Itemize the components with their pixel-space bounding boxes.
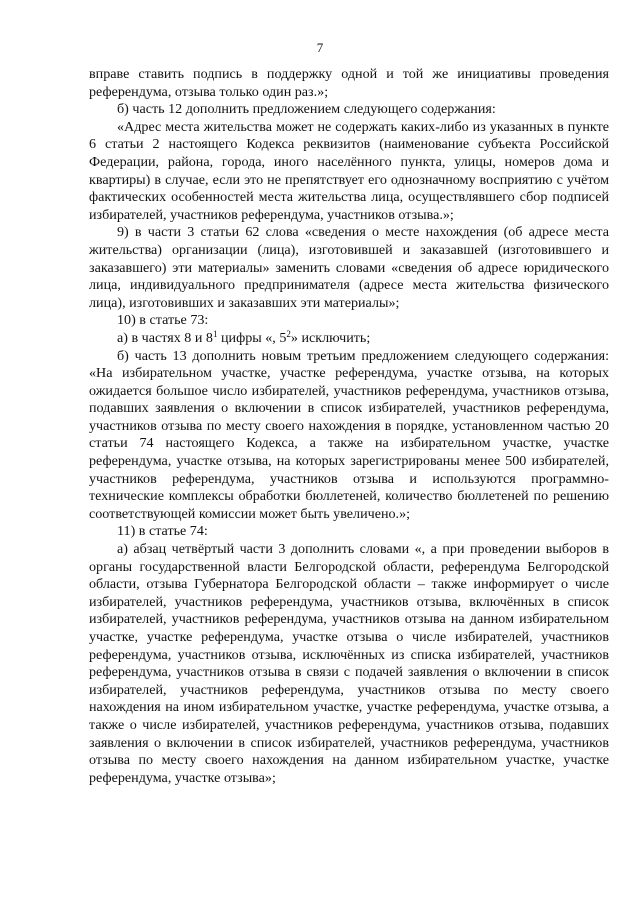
document-body bbox=[89, 66, 609, 787]
paragraph: 9) в части 3 статьи 62 слова «сведения о месте нахождения (об адресе места жительства) организации (лица), изготовившей и заказавшей (изготовившего и заказавшего) эти материалы» заменить словами «сведения об адресе юридического лица, индивидуального предпринимателя (адресе места жительства физического лица), изготовивших и заказавших эти материалы»; bbox=[89, 224, 609, 311]
paragraph: «Адрес места жительства может не содержать каких-либо из указанных в пункте 6 статьи 2 настоящего Кодекса реквизитов (наименование субъекта Российской Федерации, района, города, иного населённого пункта, улицы, номеров дома и квартиры) в случае, если это не препятствует его однозначному восприятию с учётом фактических особенностей места жительства лица, осуществлявшего сбор подписей избирателей, участников референдума, участников отзыва.»; bbox=[89, 118, 609, 223]
paragraph: вправе ставить подпись в поддержку одной и той же инициативы проведения референдума, отзыва только один раз.»; bbox=[89, 66, 609, 100]
text-run: цифры «, 5 bbox=[217, 329, 287, 346]
text-run: а) в частях 8 и 8 bbox=[117, 329, 213, 346]
paragraph: а) абзац четвёртый части 3 дополнить словами «, а при проведении выборов в органы государственной власти Белгородской области, референдума Белгородской области, отзыва Губернатора Белгородской области – также информирует о числе избирателей, участников референдума, участников отзыва, включённых в список избирателей, участников референдума, участников отзыва на данном избирательном участке, участке референдума, участке отзыва о числе избирателей, участников референдума, участников отзыва, исключённых из списка избирателей, участников референдума, участников отзыва в связи с подачей заявления о включении в список избирателей, участников референдума, участников отзыва по месту своего нахождения на ином избирательном участке, участке референдума, участке отзыва, а также о числе избирателей, участников референдума, участников отзыва, подавших заявления о включении в список избирателей, участников референдума, участников отзыва по месту своего нахождения на данном избирательном участке, участке референдума, участке отзыва»; bbox=[89, 541, 609, 786]
paragraph-item-a-article-73 bbox=[89, 330, 609, 348]
page-number: 7 bbox=[316, 40, 324, 55]
paragraph: б) часть 12 дополнить предложением следующего содержания: bbox=[117, 101, 496, 118]
superscript: 1 bbox=[212, 328, 218, 339]
paragraph: 11) в статье 74: bbox=[117, 523, 208, 540]
paragraph: 10) в статье 73: bbox=[117, 312, 209, 329]
superscript: 2 bbox=[286, 328, 291, 339]
paragraph: б) часть 13 дополнить новым третьим предложением следующего содержания: «На избирательном участке, участке референдума, участке отзыва, на которых ожидается большое число избирателей, участников референдума, участников отзыва, подавших заявления о включении в список избирателей, участников референдума, участников отзыва по месту своего нахождения в порядке, установленном частью 20 статьи 74 настоящего Кодекса, а также на избирательном участке, участке референдума, участке отзыва, на которых зарегистрированы менее 500 избирателей, участников референдума, участников отзыва и используются программно-технические комплексы обработки бюллетеней, количество бюллетеней по решению соответствующей комиссии может быть увеличено.»; bbox=[89, 347, 609, 522]
text-run: » исключить; bbox=[290, 329, 371, 346]
